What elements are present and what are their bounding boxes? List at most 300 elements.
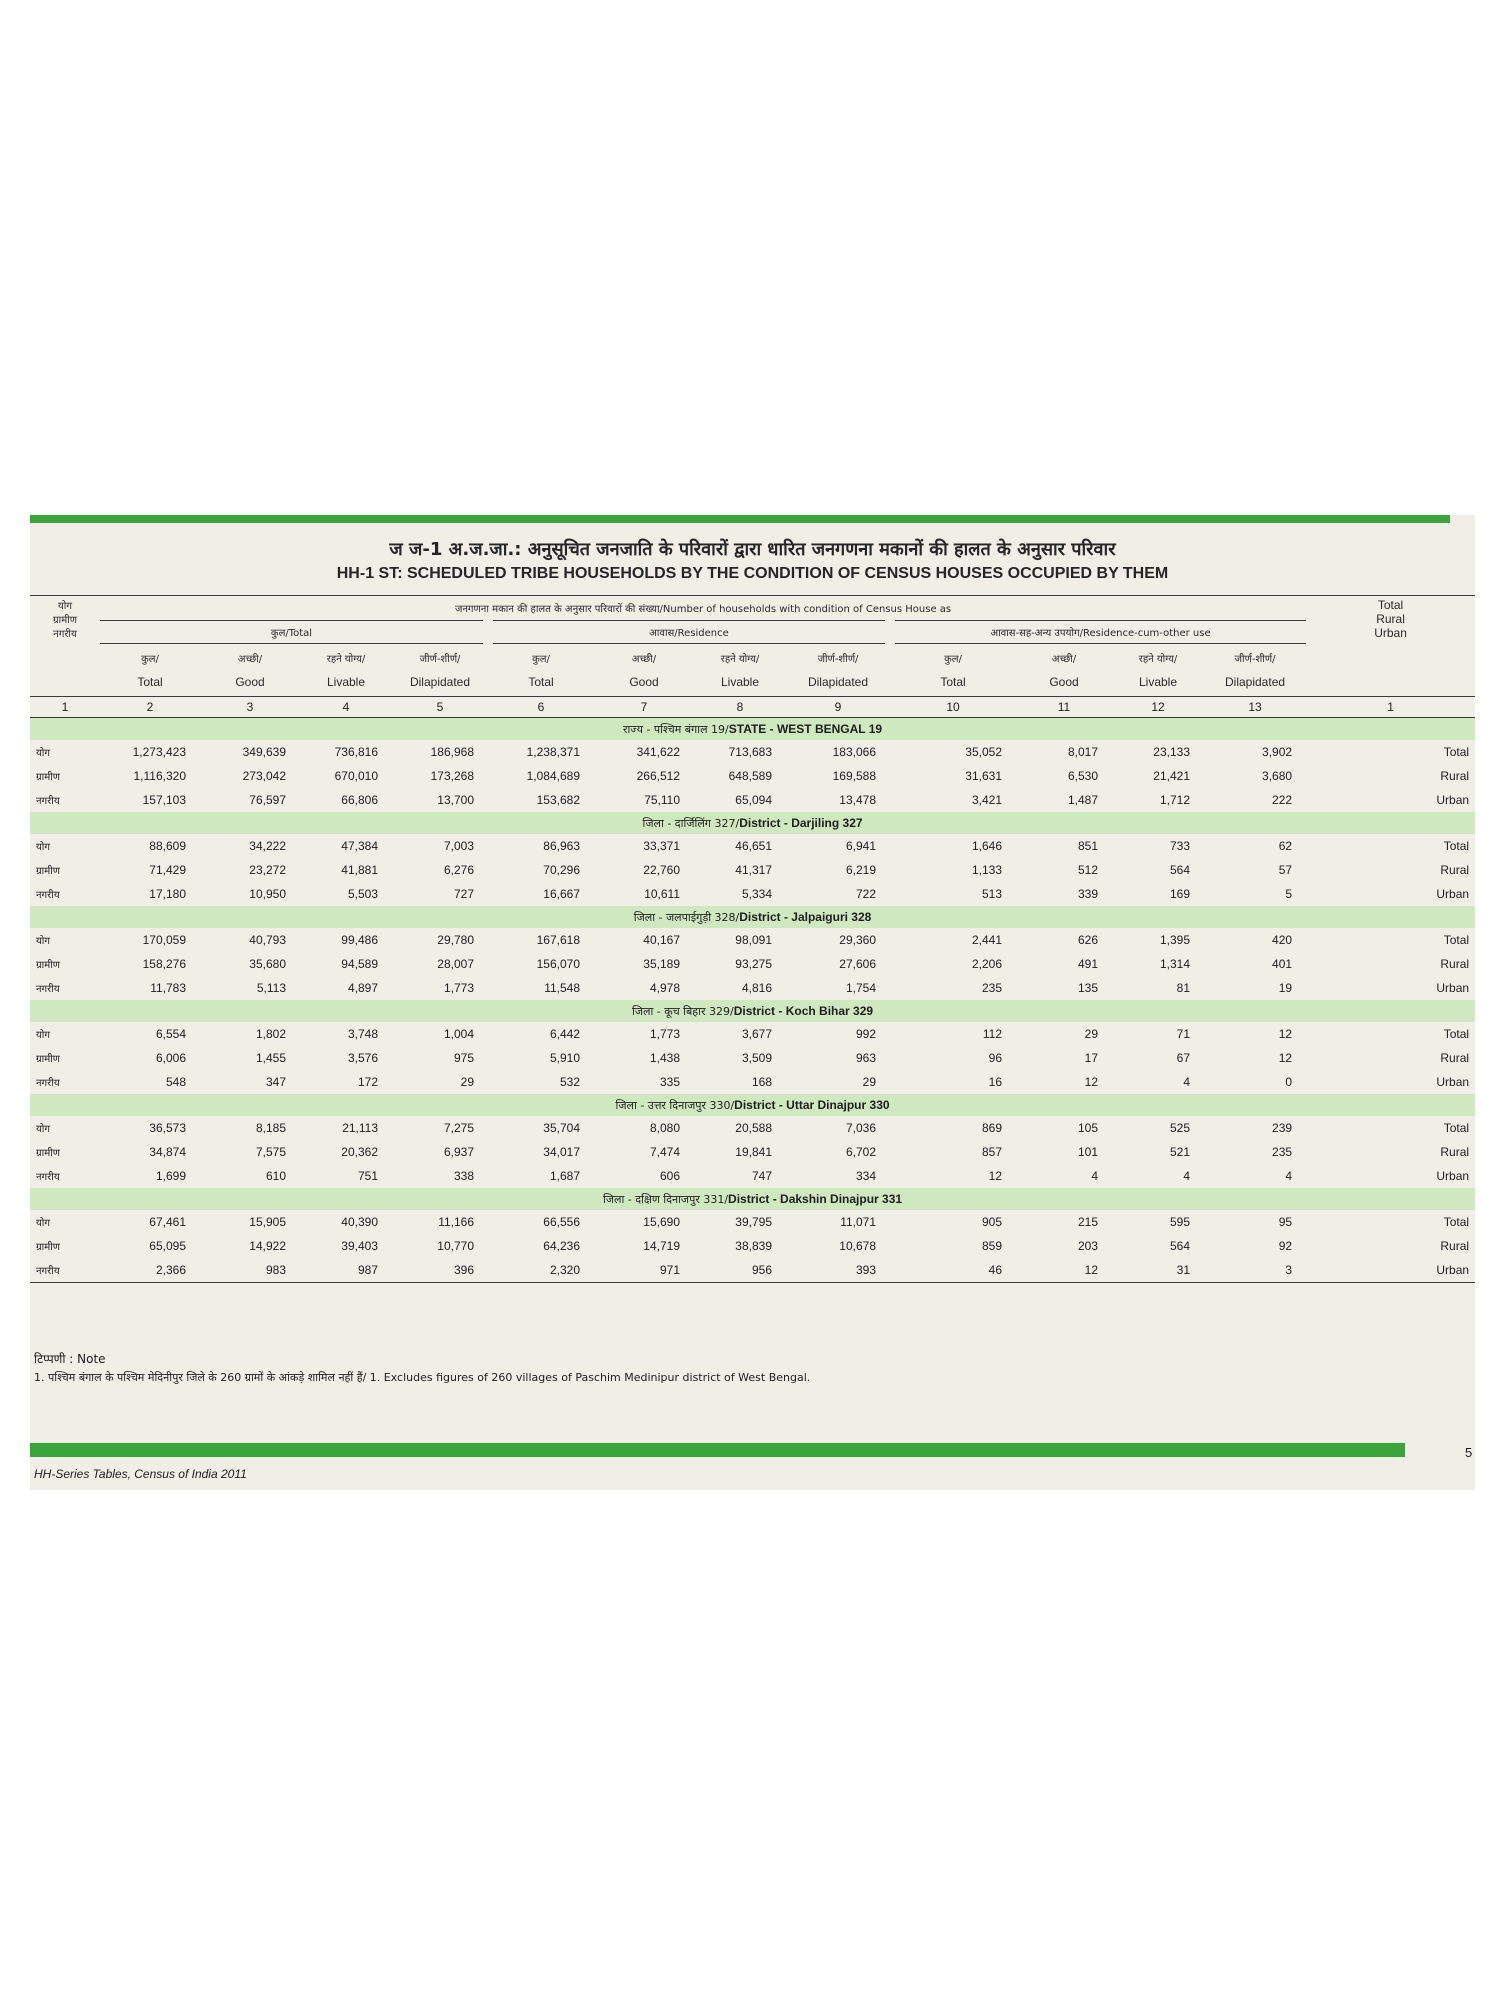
section-title-hi: जिला - दार्जिलिंग 327/ [642, 816, 740, 830]
table-row [30, 1116, 1475, 1140]
row-label-hi: ग्रामीण [36, 772, 61, 783]
table-cell: 29 [1084, 1027, 1098, 1041]
row-label-en: Rural [1440, 863, 1470, 877]
table-cell: 157,103 [142, 793, 186, 807]
table-cell: 963 [855, 1051, 876, 1065]
table-cell: 35,052 [965, 745, 1002, 759]
row-label-hi: ग्रामीण [36, 1242, 61, 1253]
table-cell: 34,222 [249, 839, 286, 853]
table-cell: 1,438 [649, 1051, 680, 1065]
table-cell: 339 [1077, 887, 1098, 901]
table-cell: 81 [1176, 981, 1190, 995]
table-cell: 36,573 [149, 1121, 186, 1135]
table-cell: 17 [1084, 1051, 1098, 1065]
table-cell: 3,902 [1262, 745, 1293, 759]
table-row [30, 1070, 1475, 1094]
section-title [30, 718, 1475, 741]
table-cell: 4,816 [741, 981, 772, 995]
section-header-row [30, 812, 1475, 834]
table-cell: 2,206 [971, 957, 1002, 971]
row-label-hi: योग [36, 936, 51, 947]
table-cell: 1,314 [1159, 957, 1190, 971]
label-total-hi: योग [57, 601, 73, 612]
table-cell: 1,754 [845, 981, 876, 995]
table-cell: 71,429 [149, 863, 186, 877]
row-label-hi: ग्रामीण [36, 1148, 61, 1159]
table-cell: 156,070 [536, 957, 580, 971]
section-title-hi: जिला - कूच बिहार 329/ [631, 1004, 734, 1018]
table-cell: 6,006 [155, 1051, 186, 1065]
table-cell: 135 [1077, 981, 1098, 995]
table-cell: 39,403 [341, 1239, 378, 1253]
table-cell: 335 [659, 1075, 680, 1089]
table-cell: 29,780 [437, 933, 474, 947]
table-cell: 4 [1183, 1075, 1190, 1089]
label-rural-hi: ग्रामीण [52, 615, 78, 626]
table-cell: 521 [1169, 1145, 1190, 1159]
table-cell: 169 [1169, 887, 1190, 901]
table-cell: 1,004 [443, 1027, 474, 1041]
row-label-en: Rural [1440, 957, 1470, 971]
label-total-en: Total [1377, 598, 1404, 612]
section-title-hi: जिला - उत्तर दिनाजपुर 330/ [615, 1098, 735, 1112]
subcolumn-label-en: Dilapidated [807, 675, 869, 689]
table-cell: 10,950 [249, 887, 286, 901]
table-cell: 6,276 [443, 863, 474, 877]
table-cell: 975 [453, 1051, 474, 1065]
table-cell: 71 [1176, 1027, 1190, 1041]
table-cell: 64,236 [543, 1239, 580, 1253]
header-row-subcolumns [30, 644, 1475, 697]
table-cell: 12 [1016, 1258, 1112, 1283]
subcolumn-header [786, 644, 890, 697]
column-number: 9 [786, 697, 890, 718]
table-cell: 66,806 [341, 793, 378, 807]
row-label-hi: योग [36, 842, 51, 853]
table-cell: 10,770 [437, 1239, 474, 1253]
table-row [30, 882, 1475, 906]
section-title [30, 1000, 1475, 1022]
table-cell: 66,556 [543, 1215, 580, 1229]
table-cell: 28,007 [437, 957, 474, 971]
table-cell: 3,748 [347, 1027, 378, 1041]
table-cell: 168 [751, 1075, 772, 1089]
table-row [30, 764, 1475, 788]
section-title [30, 1188, 1475, 1210]
table-cell: 983 [200, 1258, 300, 1283]
table-cell: 11,783 [150, 981, 186, 995]
table-cell: 548 [165, 1075, 186, 1089]
table-cell: 1,116,320 [133, 769, 186, 783]
table-row [30, 1164, 1475, 1188]
column-number: 8 [694, 697, 786, 718]
row-label-hi: योग [36, 748, 51, 759]
section-title-en: District - Uttar Dinajpur 330 [734, 1097, 890, 1112]
subcolumn-label-hi: जीर्ण-शीर्ण/ [817, 654, 859, 665]
label-urban-hi: नगरीय [53, 629, 77, 640]
table-cell: 170,059 [142, 933, 186, 947]
table-cell: 2,441 [971, 933, 1002, 947]
section-title-en: District - Jalpaiguri 328 [739, 909, 872, 924]
table-cell: 5,503 [347, 887, 378, 901]
row-label-en: Urban [1436, 887, 1470, 901]
column-number: 1 [1306, 697, 1475, 718]
table-cell: 158,276 [142, 957, 186, 971]
table-cell: 112 [982, 1027, 1002, 1041]
table-cell: 29 [862, 1075, 876, 1089]
table-cell: 8,185 [255, 1121, 286, 1135]
table-cell: 20,588 [735, 1121, 772, 1135]
section-title-hi: जिला - दक्षिण दिनाजपुर 331/ [602, 1192, 729, 1206]
table-cell: 173,268 [430, 769, 474, 783]
table-cell: 6,442 [549, 1027, 580, 1041]
row-label-hi: नगरीय [36, 1172, 60, 1183]
table-cell: 393 [786, 1258, 890, 1283]
row-label-hi: ग्रामीण [36, 960, 61, 971]
table-cell: 41,881 [341, 863, 378, 877]
table-cell: 4 [1285, 1169, 1293, 1183]
subcolumn-label-hi: कुल/ [944, 654, 962, 665]
table-cell: 513 [981, 887, 1002, 901]
table-row [30, 740, 1475, 764]
row-label-hi: नगरीय [36, 796, 60, 807]
subcolumn-header [392, 644, 488, 697]
table-cell: 6,702 [845, 1145, 876, 1159]
table-cell: 105 [1077, 1121, 1098, 1135]
subcolumn-label-en: Livable [720, 675, 760, 689]
table-cell: 38,839 [735, 1239, 772, 1253]
table-cell: 4 [1183, 1169, 1190, 1183]
table-cell: 5,334 [741, 887, 772, 901]
table-cell: 15,690 [643, 1215, 680, 1229]
column-number: 4 [300, 697, 392, 718]
table-cell: 722 [855, 887, 876, 901]
row-label-en: Rural [1440, 769, 1470, 783]
group-total-header: कुल/Total [100, 621, 488, 644]
header-row-groups [30, 621, 1475, 644]
table-cell: 7,003 [443, 839, 474, 853]
table-cell: 2,320 [488, 1258, 594, 1283]
table-row [30, 788, 1475, 812]
table-cell: 5,910 [549, 1051, 580, 1065]
table-cell: 0 [1285, 1075, 1293, 1089]
subcolumn-label-hi: अच्छी/ [631, 654, 657, 665]
table-cell: 3,421 [971, 793, 1002, 807]
section-header-row [30, 1094, 1475, 1116]
column-number: 1 [30, 697, 100, 718]
row-label-en: Total [1443, 1027, 1470, 1041]
subcolumn-label-en: Total [137, 675, 163, 689]
households-table [30, 595, 1475, 1283]
subcolumn-label-hi: जीर्ण-शीर्ण/ [419, 654, 461, 665]
table-cell: 6,937 [443, 1145, 474, 1159]
table-cell: 12 [1278, 1051, 1293, 1065]
table-cell: 396 [392, 1258, 488, 1283]
note-text: 1. पश्चिम बंगाल के पश्चिम मेदिनीपुर जिले के 260 ग्रामों के आंकड़े शामिल नहीं हैं/ 1. Excludes figures of 260 villages of Paschim Medinipur district of West Bengal. [34, 1371, 811, 1384]
table-cell: 70,296 [543, 863, 580, 877]
section-header-row [30, 906, 1475, 928]
table-cell: 31,631 [965, 769, 1002, 783]
label-rural-en: Rural [1376, 612, 1405, 626]
table-cell: 99,486 [341, 933, 378, 947]
table-cell: 11,166 [438, 1215, 474, 1229]
table-cell: 98,091 [735, 933, 772, 947]
title-english: HH-1 ST: SCHEDULED TRIBE HOUSEHOLDS BY THE CONDITION OF CENSUS HOUSES OCCUPIED BY THEM [336, 565, 1169, 582]
table-cell: 27,606 [839, 957, 876, 971]
table-cell: 347 [265, 1075, 286, 1089]
table-cell: 525 [1169, 1121, 1190, 1135]
section-title [30, 906, 1475, 928]
table-row [30, 928, 1475, 952]
note-label: टिप्पणी : Note [34, 1352, 106, 1366]
table-cell: 11,071 [840, 1215, 876, 1229]
table-cell: 40,390 [341, 1215, 378, 1229]
table-cell: 851 [1077, 839, 1098, 853]
table-cell: 14,922 [249, 1239, 286, 1253]
table-cell: 67 [1176, 1051, 1190, 1065]
table-cell: 215 [1077, 1215, 1098, 1229]
table-cell: 956 [694, 1258, 786, 1283]
table-row [30, 1234, 1475, 1258]
table-cell: 75,110 [644, 793, 680, 807]
table-cell: 1,133 [971, 863, 1002, 877]
table-cell: 33,371 [643, 839, 680, 853]
subcolumn-header [694, 644, 786, 697]
table-cell: 203 [1077, 1239, 1098, 1253]
table-cell: 564 [1169, 863, 1190, 877]
table-cell: 11,548 [544, 981, 580, 995]
column-number: 10 [890, 697, 1016, 718]
section-header-row [30, 1000, 1475, 1022]
table-row [30, 952, 1475, 976]
table-cell: 3,576 [347, 1051, 378, 1065]
top-green-bar [30, 515, 1450, 523]
table-cell: 23,272 [249, 863, 286, 877]
table-cell: 8,080 [649, 1121, 680, 1135]
table-cell: 12 [1084, 1075, 1098, 1089]
row-label-en: Rural [1440, 1145, 1470, 1159]
table-cell: 857 [981, 1145, 1002, 1159]
row-label-hi: नगरीय [36, 1078, 60, 1089]
table-cell: 751 [357, 1169, 378, 1183]
table-cell: 869 [981, 1121, 1002, 1135]
table-cell: 7,474 [649, 1145, 680, 1159]
table-cell: 93,275 [735, 957, 772, 971]
table-cell: 610 [265, 1169, 286, 1183]
table-cell: 40,793 [249, 933, 286, 947]
table-cell: 13,700 [437, 793, 474, 807]
table-cell: 222 [1272, 793, 1293, 807]
table-cell: 65,094 [735, 793, 772, 807]
table-cell: 153,682 [536, 793, 580, 807]
table-cell: 172 [357, 1075, 378, 1089]
column-number: 12 [1112, 697, 1204, 718]
table-cell: 167,618 [536, 933, 580, 947]
column-number: 2 [100, 697, 200, 718]
table-cell: 1,773 [443, 981, 474, 995]
subcolumn-label-en: Livable [1138, 675, 1178, 689]
table-cell: 57 [1278, 863, 1293, 877]
table-cell: 39,795 [735, 1215, 772, 1229]
table-cell: 4 [1091, 1169, 1098, 1183]
group-residence-header: आवास/Residence [488, 621, 890, 644]
table-cell: 626 [1077, 933, 1098, 947]
row-label-hi: नगरीय [30, 1258, 100, 1283]
table-cell: 4,897 [347, 981, 378, 995]
table-cell: 401 [1272, 957, 1293, 971]
table-cell: 10,678 [839, 1239, 876, 1253]
section-title-en: District - Koch Bihar 329 [733, 1003, 874, 1018]
column-number: 3 [200, 697, 300, 718]
row-label-hi: ग्रामीण [36, 1054, 61, 1065]
subcolumn-header [100, 644, 200, 697]
table-cell: 14,719 [643, 1239, 680, 1253]
subcolumn-header [300, 644, 392, 697]
table-cell: 2,366 [100, 1258, 200, 1283]
table-cell: 1,487 [1067, 793, 1098, 807]
row-label-hi: नगरीय [36, 984, 60, 995]
table-cell: 35,680 [249, 957, 286, 971]
subcolumn-label-hi: कुल/ [141, 654, 159, 665]
table-cell: 29,360 [839, 933, 876, 947]
table-cell: 23,133 [1153, 745, 1190, 759]
subcolumn-header [200, 644, 300, 697]
section-title [30, 1094, 1475, 1116]
table-cell: 62 [1278, 839, 1293, 853]
row-label-en: Total [1443, 1121, 1470, 1135]
table-row [30, 858, 1475, 882]
table-cell: 736,816 [334, 745, 378, 759]
row-label-hi: योग [36, 1030, 51, 1041]
table-cell: 19 [1278, 981, 1293, 995]
table-cell: 41,317 [735, 863, 772, 877]
table-cell: 6,219 [845, 863, 876, 877]
table-cell: 92 [1278, 1239, 1293, 1253]
table-cell: 1,273,423 [132, 745, 186, 759]
table-cell: 16 [988, 1075, 1002, 1089]
table-cell: 235 [981, 981, 1002, 995]
row-label-hi: नगरीय [36, 890, 60, 901]
column-number: 13 [1204, 697, 1306, 718]
subcolumn-label-hi: रहने योग्य/ [326, 654, 366, 665]
subcolumn-header [1204, 644, 1306, 697]
table-cell: 15,905 [249, 1215, 286, 1229]
table-cell: 606 [659, 1169, 680, 1183]
subcolumn-label-en: Good [235, 675, 265, 689]
subcolumn-label-en: Livable [326, 675, 366, 689]
table-cell: 3,680 [1262, 769, 1293, 783]
row-label-en: Urban [1436, 981, 1470, 995]
table-cell: 905 [981, 1215, 1002, 1229]
section-title-en: STATE - WEST BENGAL 19 [728, 721, 883, 736]
subcolumn-header [1016, 644, 1112, 697]
table-cell: 235 [1272, 1145, 1293, 1159]
subcolumn-label-en: Good [1049, 675, 1079, 689]
subcolumn-label-hi: कुल/ [532, 654, 550, 665]
row-label-en: Urban [1436, 1169, 1470, 1183]
table-cell: 266,512 [636, 769, 680, 783]
table-row [30, 1210, 1475, 1234]
table-cell: 88,609 [149, 839, 186, 853]
table-cell: 35,704 [543, 1121, 580, 1135]
group-other-header: आवास-सह-अन्य उपयोग/Residence-cum-other use [890, 621, 1306, 644]
table-cell: 273,042 [242, 769, 286, 783]
subcolumn-label-hi: अच्छी/ [237, 654, 263, 665]
table-cell: 670,010 [334, 769, 378, 783]
label-urban-en: Urban [1374, 626, 1407, 640]
table-cell: 987 [300, 1258, 392, 1283]
subcolumn-label-en: Dilapidated [1225, 675, 1286, 689]
subcolumn-label-en: Good [629, 675, 659, 689]
subcolumn-label-hi: रहने योग्य/ [720, 654, 760, 665]
header-row-top [30, 596, 1475, 621]
bottom-green-bar [30, 1443, 1405, 1457]
footer-text: HH-Series Tables, Census of India 2011 [34, 1467, 247, 1481]
table-cell: 95 [1278, 1215, 1293, 1229]
table-cell: 992 [855, 1027, 876, 1041]
table-cell: 6,530 [1067, 769, 1098, 783]
section-header-row [30, 1188, 1475, 1210]
table-row [30, 1140, 1475, 1164]
row-label-hi: योग [36, 1218, 51, 1229]
table-cell: 338 [453, 1169, 474, 1183]
table-cell: 94,589 [341, 957, 378, 971]
table-row [30, 976, 1475, 1000]
table-cell: 713,683 [728, 745, 772, 759]
row-label-en: Rural [1440, 1051, 1470, 1065]
table-cell: 10,611 [644, 887, 680, 901]
table-cell: 96 [988, 1051, 1002, 1065]
table-cell: 420 [1272, 933, 1293, 947]
row-label-en: Urban [1436, 793, 1470, 807]
column-number: 5 [392, 697, 488, 718]
table-cell: 22,760 [643, 863, 680, 877]
table-cell: 19,841 [735, 1145, 772, 1159]
table-cell: 29 [460, 1075, 474, 1089]
table-cell: 20,362 [341, 1145, 378, 1159]
row-label-hi: ग्रामीण [36, 866, 61, 877]
table-cell: 971 [594, 1258, 694, 1283]
table-cell: 341,622 [636, 745, 680, 759]
subcolumn-label-hi: अच्छी/ [1051, 654, 1077, 665]
table-cell: 16,667 [543, 887, 580, 901]
table-row [30, 1046, 1475, 1070]
section-title-en: District - Darjiling 327 [739, 815, 863, 830]
row-label-en: Urban [1306, 1258, 1475, 1283]
table-cell: 564 [1169, 1239, 1190, 1253]
section-title-hi: राज्य - पश्चिम बंगाल 19/ [622, 722, 729, 736]
table-cell: 1,646 [971, 839, 1002, 853]
subcolumn-label-hi: जीर्ण-शीर्ण/ [1234, 654, 1276, 665]
table-cell: 3,509 [741, 1051, 772, 1065]
document-page [30, 515, 1475, 1490]
subcolumn-header [594, 644, 694, 697]
table-cell: 47,384 [341, 839, 378, 853]
table-cell: 4,978 [649, 981, 680, 995]
column-number: 6 [488, 697, 594, 718]
table-cell: 1,455 [255, 1051, 286, 1065]
row-label-hi: योग [36, 1124, 51, 1135]
table-cell: 5,113 [256, 981, 286, 995]
title-hindi: ज ज-1 अ.ज.जा.: अनुसूचित जनजाति के परिवारों द्वारा धारित जनगणना मकानों की हालत के अनुसार परिवार [389, 539, 1116, 560]
top-span-header: जनगणना मकान की हालत के अनुसार परिवारों की संख्या/Number of households with condition of Census House as [100, 596, 1306, 621]
section-title [30, 812, 1475, 834]
table-cell: 46,651 [735, 839, 772, 853]
table-cell: 1,699 [155, 1169, 186, 1183]
table-cell: 7,036 [845, 1121, 876, 1135]
table-cell: 6,941 [845, 839, 876, 853]
section-title-en: District - Dakshin Dinajpur 331 [728, 1191, 903, 1206]
